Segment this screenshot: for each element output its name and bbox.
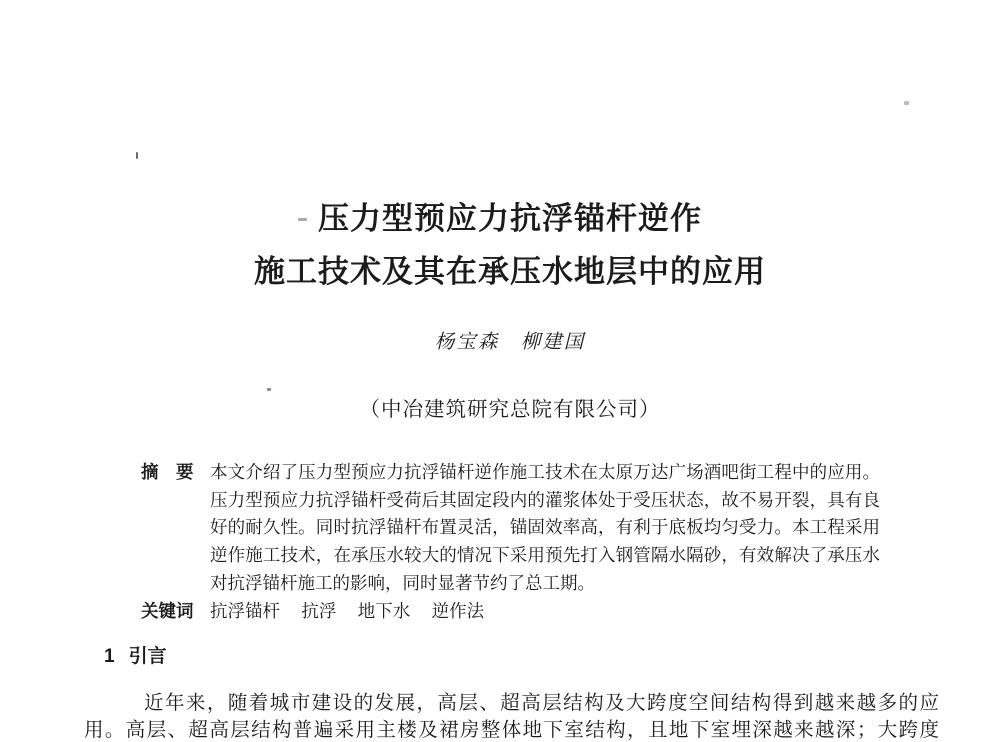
abstract-block <box>141 459 880 625</box>
keyword-item: 抗浮锚杆 <box>210 600 280 621</box>
scan-speck <box>267 388 271 391</box>
paper-title-line2: 施工技术及其在承压水地层中的应用 <box>254 254 766 289</box>
keywords-label: 关键词 <box>141 600 194 621</box>
keyword-item: 地下水 <box>357 600 411 621</box>
affiliation: （中冶建筑研究总院有限公司） <box>359 398 661 421</box>
keyword-item: 抗浮 <box>301 600 337 621</box>
authors: 杨宝森 柳建国 <box>434 332 586 353</box>
body-paragraph <box>84 691 939 742</box>
paper-title <box>20 192 1000 298</box>
abstract-line: 本文介绍了压力型预应力抗浮锚杆逆作施工技术在太原万达广场酒吧街工程中的应用。 <box>210 462 880 482</box>
abstract-line: 逆作施工技术，在承压水较大的情况下采用预先打入钢管隔水隔砂，有效解决了承压水 <box>210 545 880 566</box>
keyword-item: 逆作法 <box>431 600 485 621</box>
abstract-line: 好的耐久性。同时抗浮锚杆布置灵活，锚固效率高，有利于底板均匀受力。本工程采用 <box>210 517 880 538</box>
section-heading <box>104 643 167 670</box>
paper-title-line1: 压力型预应力抗浮锚杆逆作 <box>318 201 702 236</box>
scan-speck <box>904 101 909 105</box>
scan-speck <box>136 152 138 159</box>
keywords-row <box>210 598 880 626</box>
section-title: 引言 <box>128 646 167 667</box>
abstract-label: 摘 要 <box>141 462 194 482</box>
abstract-line: 对抗浮锚杆施工的影响，同时显著节约了总工期。 <box>210 572 595 593</box>
body-line: 近年来，随着城市建设的发展，高层、超高层结构及大跨度空间结构得到越来越多的应 <box>144 693 939 714</box>
section-number: 1 <box>104 646 115 667</box>
body-line: 用。高层、超高层结构普遍采用主楼及裙房整体地下室结构，且地下室埋深越来越深；大跨度 <box>84 719 939 741</box>
abstract-line: 压力型预应力抗浮锚杆受荷后其固定段内的灌浆体处于受压状态，故不易开裂，具有良 <box>210 489 880 510</box>
